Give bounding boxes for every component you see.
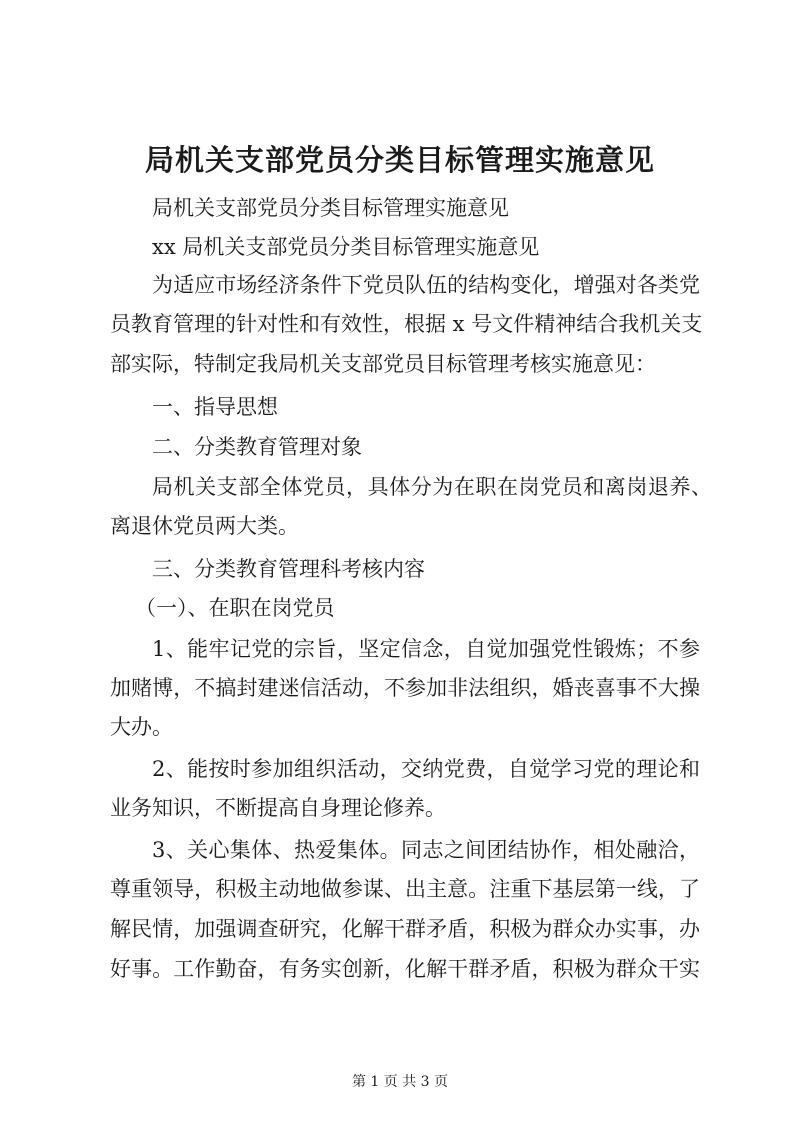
item3-line-1: 3、关心集体、热爱集体。同志之间团结协作，相处融洽， xyxy=(152,838,700,862)
item3-line-2: 尊重领导，积极主动地做参谋、出主意。注重下基层第一线，了 xyxy=(110,877,700,901)
item1-line-3: 大办。 xyxy=(110,715,173,739)
item2-line-2: 业务知识，不断提高自身理论修养。 xyxy=(110,796,446,820)
section-heading-1: 一、指导思想 xyxy=(152,395,278,419)
section-heading-2: 二、分类教育管理对象 xyxy=(152,435,362,459)
subtitle-xx: xx 局机关支部党员分类目标管理实施意见 xyxy=(152,235,540,259)
item1-line-1: 1、能牢记党的宗旨，坚定信念，自觉加强党性锻炼；不参 xyxy=(152,637,700,661)
item3-line-4: 好事。工作勤奋，有务实创新，化解干群矛盾，积极为群众干实 xyxy=(110,957,700,981)
section2-body-line-1: 局机关支部全体党员，具体分为在职在岗党员和离岗退养、 xyxy=(152,475,712,499)
subsection-heading-1: （一）、在职在岗党员 xyxy=(135,596,335,620)
document-title: 局机关支部党员分类目标管理实施意见 xyxy=(144,143,655,177)
intro-line-2: 员教育管理的针对性和有效性，根据 x 号文件精神结合我机关支 xyxy=(110,312,703,336)
intro-line-1: 为适应市场经济条件下党员队伍的结构变化，增强对各类党 xyxy=(152,273,700,297)
section2-body-line-2: 离退休党员两大类。 xyxy=(110,514,299,538)
intro-line-3: 部实际，特制定我局机关支部党员目标管理考核实施意见： xyxy=(110,352,656,376)
item1-line-2: 加赌博，不搞封建迷信活动，不参加非法组织，婚丧喜事不大操 xyxy=(110,676,700,700)
page-footer: 第 1 页 共 3 页 xyxy=(351,1074,449,1090)
subtitle: 局机关支部党员分类目标管理实施意见 xyxy=(152,196,509,220)
section-heading-3: 三、分类教育管理科考核内容 xyxy=(152,557,425,581)
item2-line-1: 2、能按时参加组织活动，交纳党费，自觉学习党的理论和 xyxy=(152,757,700,781)
item3-line-3: 解民情，加强调查研究，化解干群矛盾，积极为群众办实事，办 xyxy=(110,917,700,941)
